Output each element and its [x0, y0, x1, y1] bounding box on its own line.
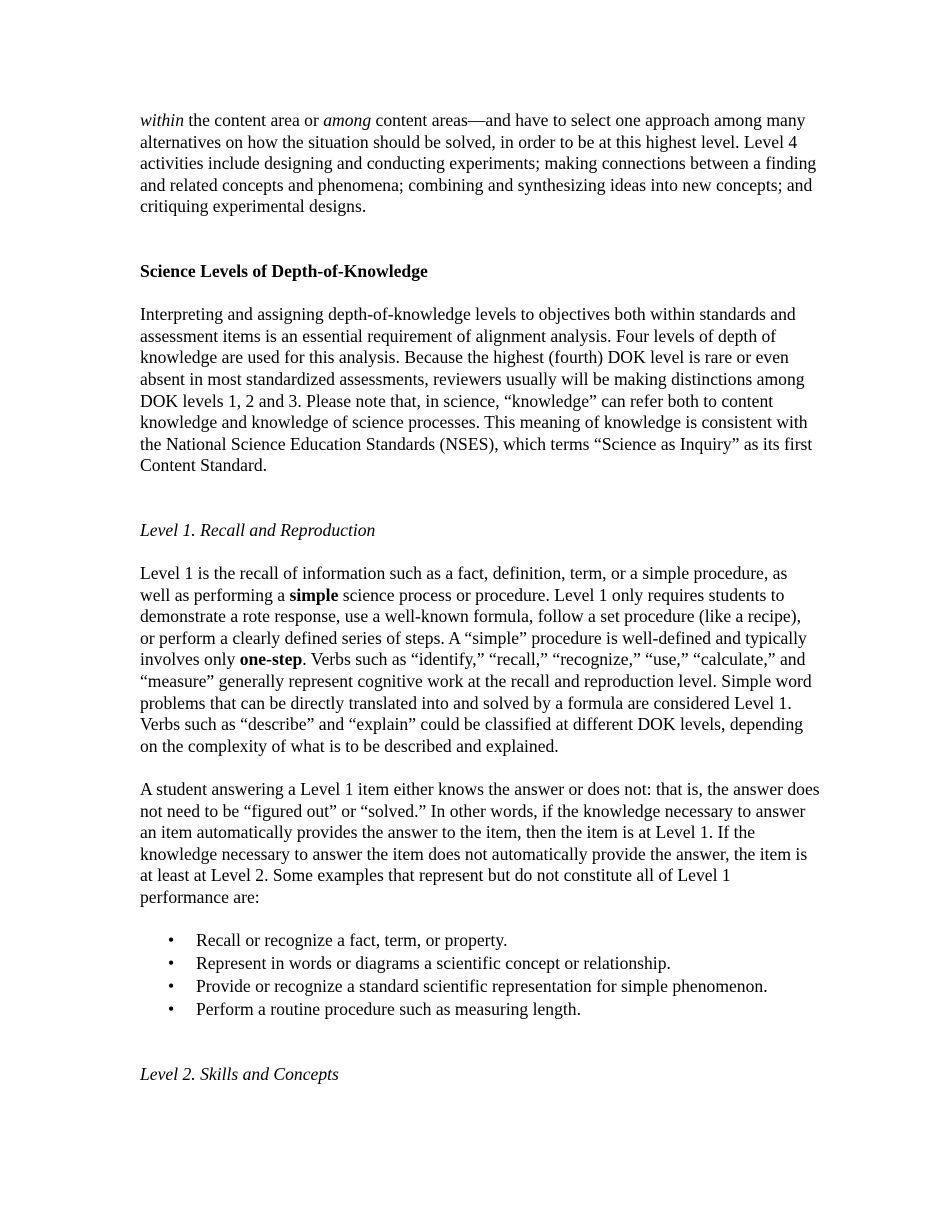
text-run: the content area or — [184, 110, 324, 130]
text-run: . Verbs such as “identify,” “recall,” “recognize,” “use,” “calculate,” and “measure” generally represent cognitive work at the recall and reproduction level. Simple word problems that can be directly translated into and solved by a formula are considered Level 1. Verbs such as “describe” and “explain” could be classified at different DOK levels, depending on the complexity of what is to be described and explained. — [140, 649, 812, 756]
text-run: Level 1 is the recall of information such as a fact, definition, term, or a simple procedure, as well as performing a — [140, 563, 788, 605]
list-item — [140, 930, 820, 953]
text-run: science process or procedure. Level 1 only requires students to demonstrate a rote response, use a well-known formula, follow a set procedure (like a recipe), or perform a clearly defined series of steps. A “simple” procedure is well-defined and typically involves only — [140, 584, 807, 670]
level2-heading: Level 2. Skills and Concepts — [140, 1064, 339, 1085]
level1-paragraph-2: A student answering a Level 1 item either knows the answer or does not: that is, the answer does not need to be “figured out” or “solved.” In other words, if the knowledge necessary to answer an item automatically provides the answer to the item, then the item is at Level 1. If the knowledge necessary to answer the item does not automatically provide the answer, the item is at least at Level 2. Some examples that represent but do not constitute all of Level 1 performance are: — [140, 779, 820, 907]
bold-one-step: one-step — [239, 649, 303, 670]
text-run: content areas—and have to select one approach among many alternatives on how the situation should be solved, in order to be at this highest level. Level 4 activities include designing and conducting experiments; making connections between a finding and related concepts and phenomena; combining and synthesizing ideas into new concepts; and critiquing experimental designs. — [140, 110, 817, 217]
continuation-paragraph — [140, 110, 820, 218]
list-item-text: Represent in words or diagrams a scientific concept or relationship. — [196, 952, 671, 973]
intro-paragraph: Interpreting and assigning depth-of-knowledge levels to objectives both within standards and assessment items is an essential requirement of alignment analysis. Four levels of depth of knowledge are used for this analysis. Because the highest (fourth) DOK level is rare or even absent in most standardized assessments, reviewers usually will be making distinctions among DOK levels 1, 2 and 3. Please note that, in science, “knowledge” can refer both to content knowledge and knowledge of science processes. This meaning of knowledge is consistent with the National Science Education Standards (NSES), which terms “Science as Inquiry” as its first Content Standard. — [140, 304, 813, 476]
bullet-icon: • — [168, 952, 175, 973]
bullet-icon: • — [168, 930, 175, 951]
emphasis-among: among — [323, 110, 372, 130]
level1-paragraph — [140, 563, 820, 757]
list-item-text: Recall or recognize a fact, term, or property. — [196, 930, 508, 951]
bullet-icon: • — [168, 998, 175, 1019]
section-heading: Science Levels of Depth-of-Knowledge — [140, 260, 428, 281]
list-item — [140, 976, 820, 999]
level1-examples-list — [140, 930, 820, 1021]
list-item-text: Perform a routine procedure such as measuring length. — [196, 998, 581, 1019]
list-item-text: Provide or recognize a standard scientific representation for simple phenomenon. — [196, 975, 768, 996]
list-item — [140, 999, 820, 1022]
document-page — [140, 110, 820, 1108]
bold-simple: simple — [289, 584, 339, 605]
list-item — [140, 953, 820, 976]
emphasis-within: within — [140, 110, 184, 130]
level1-heading: Level 1. Recall and Reproduction — [140, 519, 376, 540]
bullet-icon: • — [168, 975, 175, 996]
